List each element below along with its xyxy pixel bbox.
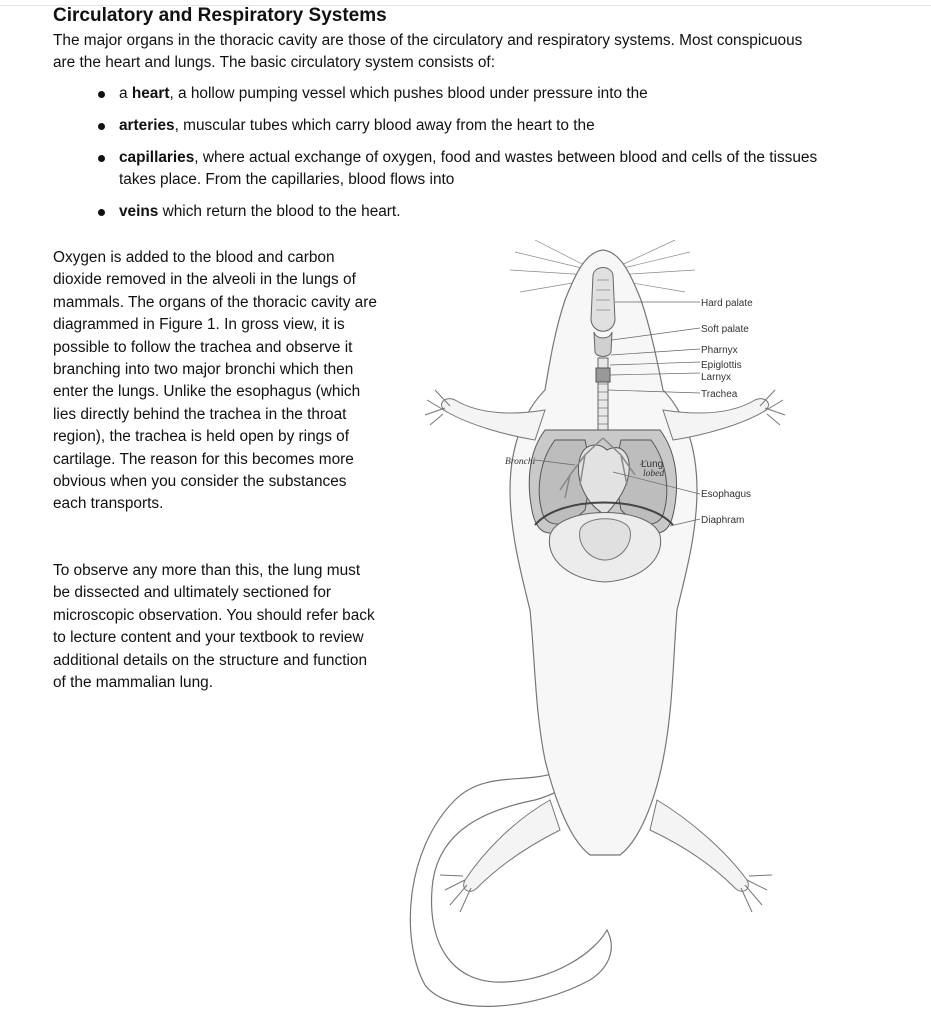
circulatory-list: [95, 83, 835, 233]
larynx: [596, 368, 610, 382]
page-title: Circulatory and Respiratory Systems: [53, 5, 387, 26]
bullet-dot: [98, 91, 105, 98]
term-arteries: arteries: [119, 117, 175, 134]
body-paragraph-oxygen: Oxygen is added to the blood and carbon dioxide removed in the alveoli in the lungs of mammals. The organs of the thoracic cavity are diagrammed in Figure 1. In gross view, it is possible to follow the trachea and observe it branching into two major bronchi which then enter the lungs. Unlike the esophagus (which lies directly behind the trachea in the throat region), the trachea is held open by rings of cartilage. The reason for this becomes more obvious when you consider the substances each transports.: [53, 249, 377, 513]
list-item-arteries: arteries, muscular tubes which carry blood away from the heart to the: [95, 115, 835, 137]
list-item-capillaries: capillaries, where actual exchange of oxygen, food and wastes between blood and cells of the tissues takes place. From the capillaries, blood flows into: [95, 147, 835, 191]
label-hard-palate: Hard palate: [701, 298, 753, 309]
label-lung-line2: lobed: [643, 469, 665, 479]
left-forelimb: [442, 399, 545, 440]
bullet-dot: [98, 209, 105, 216]
label-bronchi: Bronchi: [505, 457, 536, 467]
rat-anatomy-figure: [385, 240, 925, 1018]
label-pharnyx: Pharnyx: [701, 345, 738, 356]
bullet-dot: [98, 123, 105, 130]
hard-palate: [591, 268, 615, 332]
list-item-veins: veins which return the blood to the heart.: [95, 201, 835, 223]
label-epiglottis: Epiglottis: [701, 360, 742, 371]
body-paragraph-dissection: To observe any more than this, the lung must be dissected and ultimately sectioned for microscopic observation. You should refer back to lecture content and your textbook to review additional details on the structure and function of the mammalian lung.: [53, 562, 375, 692]
label-lung-line1: Lung: [641, 459, 664, 470]
label-esophagus: Esophagus: [701, 489, 752, 500]
label-larnyx: Larnyx: [701, 372, 732, 383]
right-forelimb: [663, 399, 768, 440]
bullet-dot: [98, 155, 105, 162]
term-heart: heart: [131, 85, 170, 102]
label-trachea: Trachea: [701, 389, 738, 400]
label-soft-palate: Soft palate: [701, 324, 749, 335]
term-capillaries: capillaries: [119, 149, 195, 166]
term-veins: veins: [119, 203, 159, 220]
intro-paragraph: The major organs in the thoracic cavity are those of the circulatory and respiratory systems. Most conspicuous are the heart and lungs. The basic circulatory system consists of:: [53, 32, 803, 71]
right-hindlimb: [650, 800, 748, 891]
list-item-heart: a heart, a hollow pumping vessel which pushes blood under pressure into the: [95, 83, 835, 105]
label-diaphram: Diaphram: [701, 515, 745, 526]
